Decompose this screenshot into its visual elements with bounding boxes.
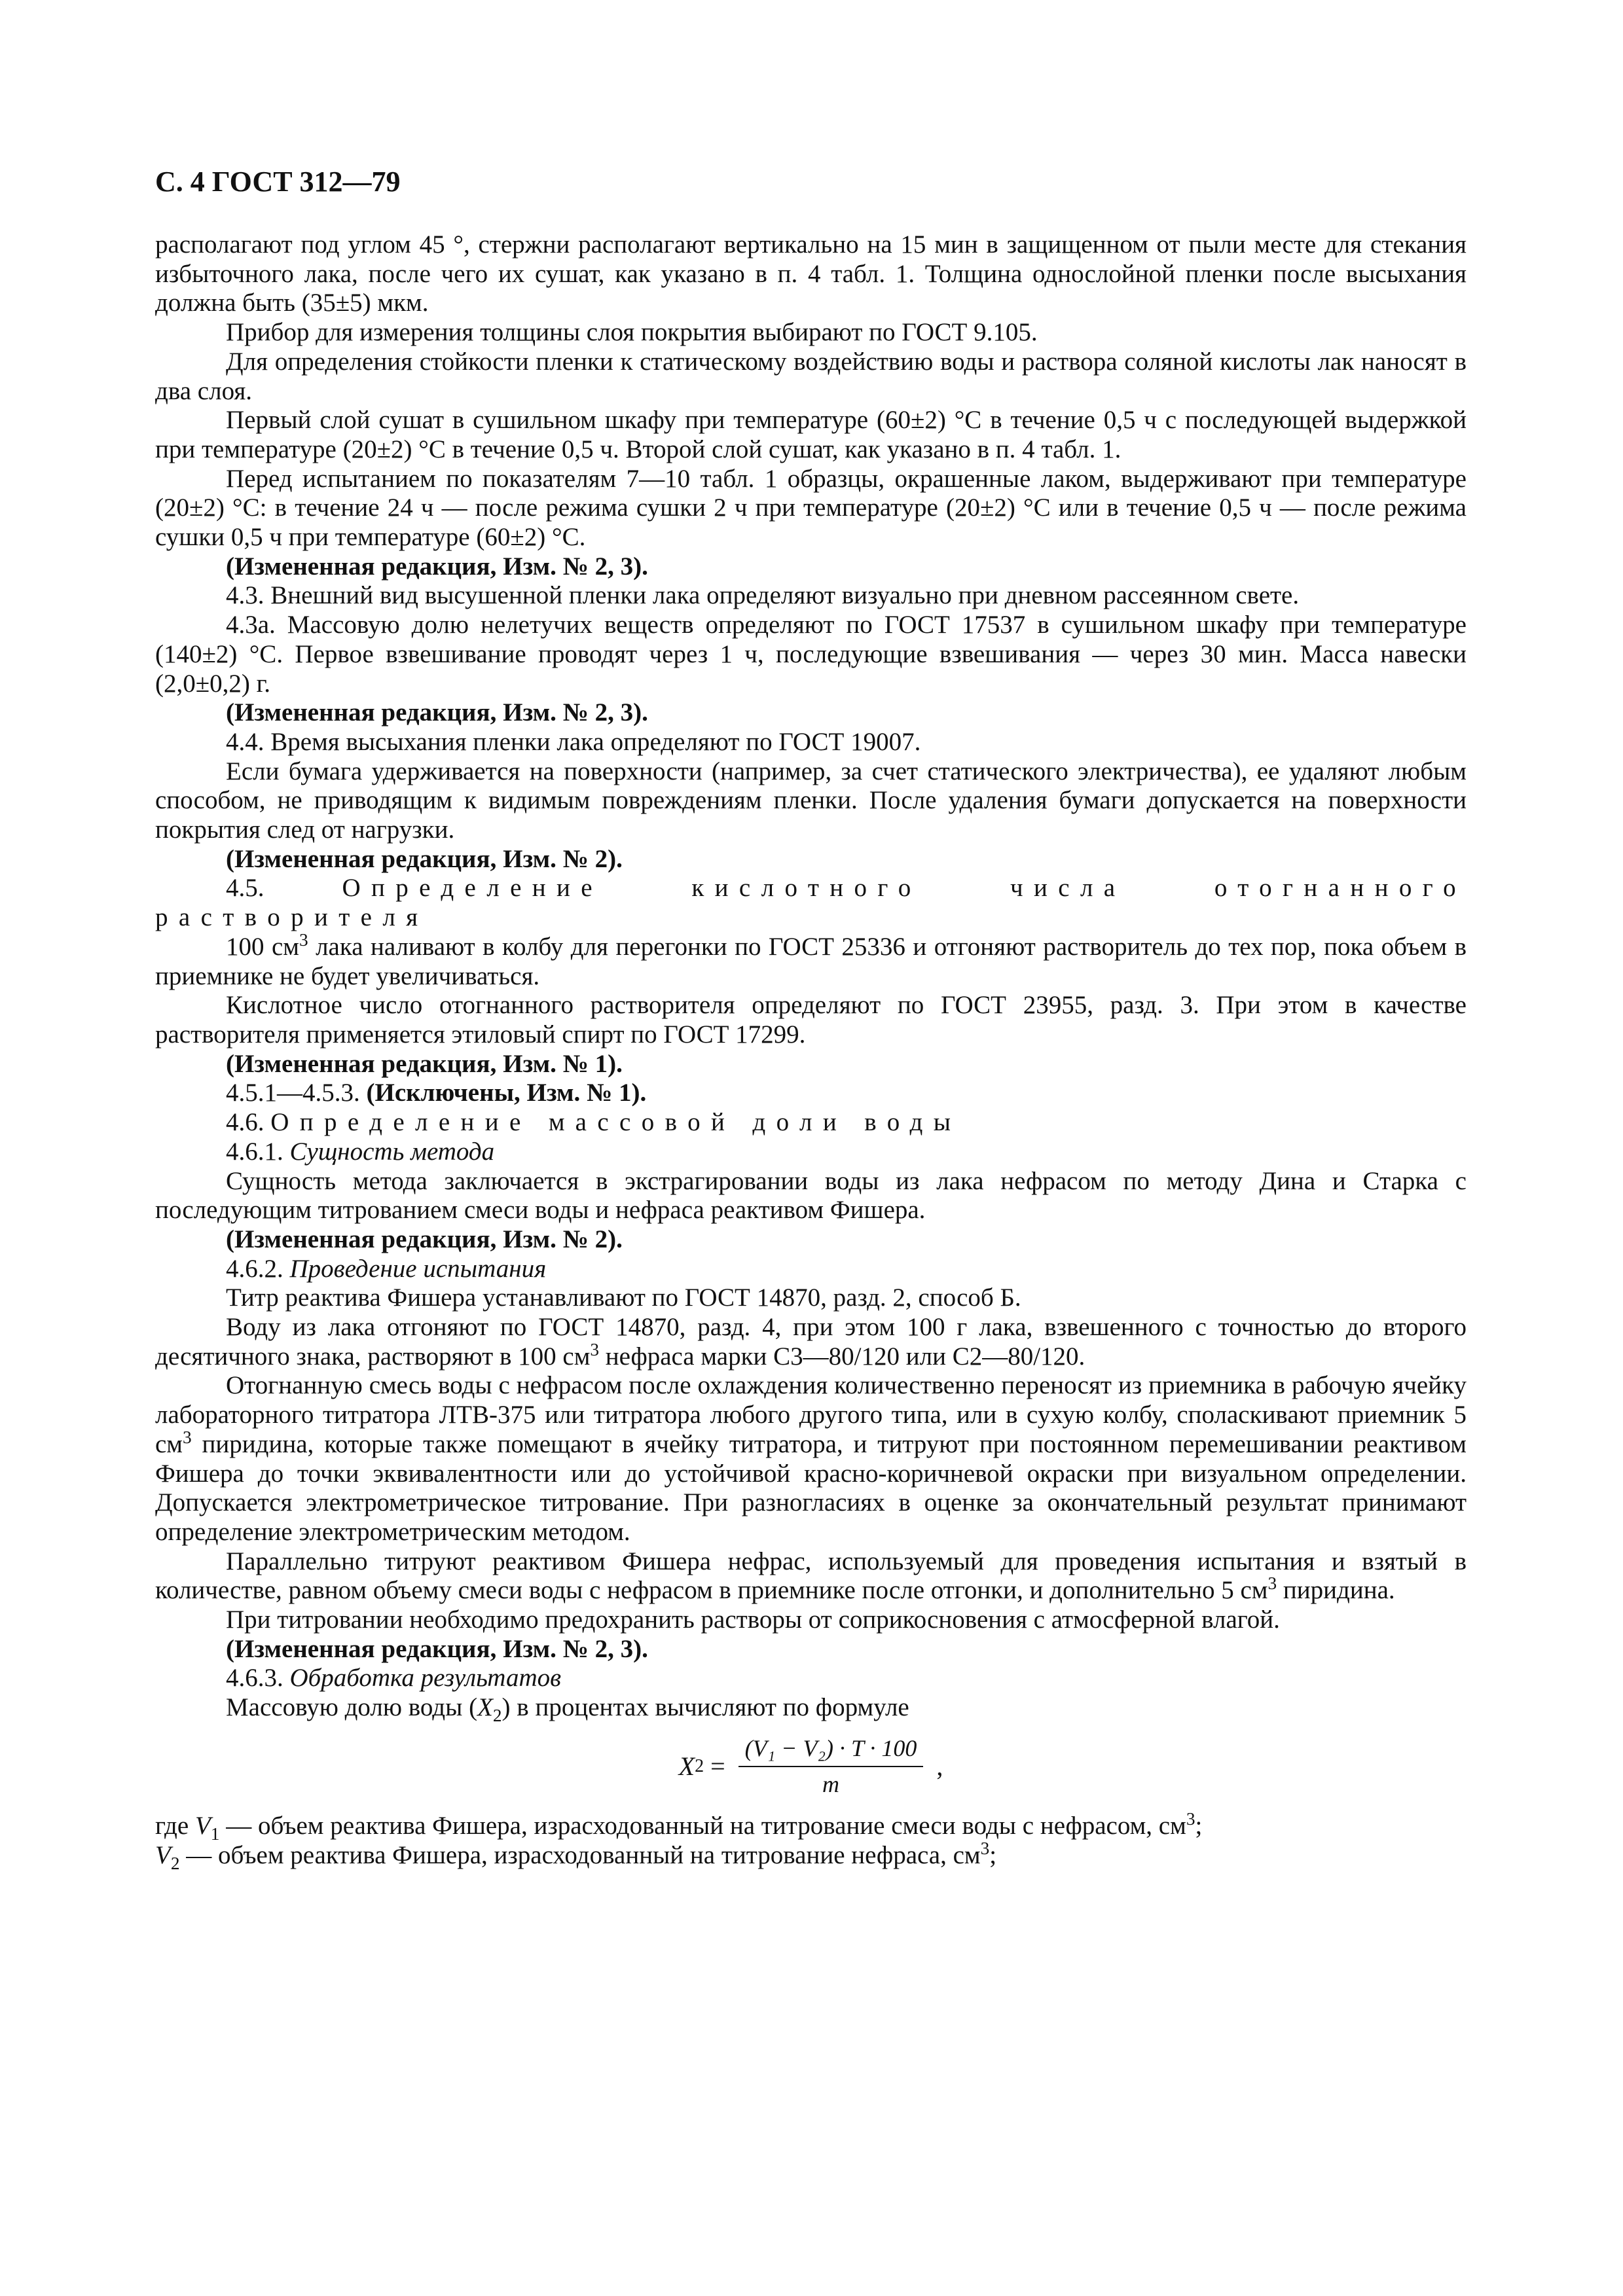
amendment-note: (Измененная редакция, Изм. № 2, 3). [226,1634,648,1663]
paragraph: 4.3а. Массовую долю нелетучих веществ определяют по ГОСТ 17537 в сушильном шкафу при температуре (140±2) °С. Первое взвешивание проводят через 1 ч, последующие взвешивания — через 30 мин. Масса навески (2,0±0,2) г. [155,611,1467,698]
superscript: 3 [1186,1808,1195,1829]
text-span: 100 см [226,932,299,961]
paragraph [155,1371,1467,1547]
formula-tail: , [930,1751,943,1781]
formula-lhs: X [678,1751,695,1781]
document-body [155,230,1467,1873]
paragraph [155,1693,1467,1723]
paragraph: Титр реактива Фишера устанавливают по ГОСТ 14870, разд. 2, способ Б. [226,1283,1021,1312]
paragraph: располагают под углом 45 °, стержни располагают вертикально на 15 мин в защищенном от пыли месте для стекания избыточного лака, после чего их сушат, как указано в п. 4 табл. 1. Толщина однослойной пленки после высыхания должна быть (35±5) мкм. [155,230,1467,317]
paragraph [155,1838,1467,1873]
text-span: лака наливают в колбу для перегонки по ГОСТ 25336 и отгоняют растворитель до тех пор, пока объем в приемнике не будет увеличиваться. [155,932,1467,990]
subsection-heading [155,1255,1467,1284]
excluded-note: (Исключены, Изм. № 1). [366,1079,647,1107]
text-span: ; [989,1840,997,1869]
page-header: С. 4 ГОСТ 312—79 [155,166,401,198]
subsection-title: Обработка результатов [289,1664,562,1693]
text-span: ; [1195,1811,1203,1840]
section-number: 4.5. [226,874,342,903]
section-title: Определение кислотного числа отогнанного растворителя [155,874,1467,932]
variable: V [194,1811,211,1840]
section-heading [155,1108,1467,1138]
subsection-title: Сущность метода [289,1137,495,1166]
section-number: 4.6.2. [226,1254,290,1283]
paragraph [155,1547,1467,1605]
paragraph [155,1808,1467,1844]
text-span: Воду из лака отгоняют по ГОСТ 14870, разд. 4, при этом 100 г лака, взвешенного с точностью до второго десятичного знака, растворяют в 100 см [155,1313,1467,1371]
amendment-note: (Измененная редакция, Изм. № 2, 3). [226,698,648,727]
paragraph: Прибор для измерения толщины слоя покрытия выбирают по ГОСТ 9.105. [226,318,1038,347]
paragraph [155,929,1467,991]
subscript: 2 [170,1853,180,1873]
formula-equals: = [704,1751,732,1781]
superscript: 3 [980,1838,990,1858]
superscript: 3 [1267,1573,1277,1594]
paragraph: Первый слой сушат в сушильном шкафу при температуре (60±2) °С в течение 0,5 ч с последующей выдержкой при температуре (20±2) °С в течение 0,5 ч. Второй слой сушат, как указано в п. 4 табл. 1. [155,406,1467,463]
variable: X [477,1693,493,1722]
paragraph: 4.3. Внешний вид высушенной пленки лака определяют визуально при дневном рассеянном свете. [226,581,1300,610]
text-span: — объем реактива Фишера, израсходованный на титрование смеси воды с нефрасом, см [219,1811,1186,1840]
text-span: пиридина. [1277,1576,1395,1605]
superscript: 3 [590,1339,600,1359]
paragraph: Если бумага удерживается на поверхности (например, за счет статического электричества), ее удаляют любым способом, не приводящим к видимым повреждениям пленки. После удаления бумаги допускается на поверхности покрытия след от нагрузки. [155,757,1467,844]
paragraph [155,1313,1467,1371]
subsection-heading [155,1664,1467,1693]
subsection-heading [155,1138,1467,1167]
formula-fraction [739,1734,924,1799]
section-number: 4.6.1. [226,1137,290,1166]
amendment-note: (Измененная редакция, Изм. № 2). [226,844,623,873]
paragraph: Для определения стойкости пленки к статическому воздействию воды и раствора соляной кислоты лак наносят в два слоя. [155,347,1467,405]
subscript: 2 [492,1705,502,1725]
superscript: 3 [183,1427,192,1447]
formula-numerator: (V₁ − V₂) · T · 100 [739,1734,924,1767]
paragraph: Перед испытанием по показателям 7—10 табл. 1 образцы, окрашенные лаком, выдерживают при температуре (20±2) °С: в течение 24 ч — после режима сушки 2 ч при температуре (20±2) °С или в течение 0,5 ч — после режима сушки 0,5 ч при температуре (60±2) °С. [155,464,1467,552]
amendment-note: (Измененная редакция, Изм. № 2). [226,1225,623,1253]
paragraph: 4.4. Время высыхания пленки лака определяют по ГОСТ 19007. [226,727,921,756]
text-span: 4.5.1—4.5.3. [226,1079,367,1107]
text-span: — объем реактива Фишера, израсходованный на титрование нефраса, см [179,1840,981,1869]
subscript: 1 [210,1823,220,1844]
section-number: 4.6. [226,1108,271,1137]
text-span: пиридина, которые также помещают в ячейку титратора, и титруют при постоянном перемешивании реактивом Фишера до точки эквивалентности или до устойчивой красно-коричневой окраски при визуальном определении. Допускается электрометрическое титрование. При разногласиях в оценке за окончательный результат принимают определение электрометрическим методом. [155,1429,1467,1546]
section-number: 4.6.3. [226,1664,290,1693]
paragraph: Кислотное число отогнанного растворителя определяют по ГОСТ 23955, разд. 3. При этом в качестве растворителя применяется этиловый спирт по ГОСТ 17299. [155,991,1467,1049]
amendment-note: (Измененная редакция, Изм. № 1). [226,1049,623,1078]
water-content-formula: X 2 = $\frac{\text{(V₁ − V₂) · T · 100}}{m}$ , [155,1724,1467,1809]
text-span: Параллельно титруют реактивом Фишера нефрас, используемый для проведения испытания и взятый в количестве, равном объему смеси воды с нефрасом в приемнике после отгонки, и дополнительно 5 см [155,1547,1467,1605]
text-span: где [155,1811,195,1840]
amendment-note: (Измененная редакция, Изм. № 2, 3). [226,552,648,581]
section-title: Определение массовой доли воды [270,1108,962,1137]
text-span: Массовую долю воды ( [226,1693,478,1722]
text-span: ) в процентах вычисляют по формуле [501,1693,909,1722]
paragraph: Сущность метода заключается в экстрагировании воды из лака нефрасом по методу Дина и Старка с последующим титрованием смеси воды и нефраса реактивом Фишера. [155,1166,1467,1225]
text-span: нефраса марки С3—80/120 или С2—80/120. [599,1342,1085,1371]
formula-denominator: m [822,1770,839,1797]
superscript: 3 [299,929,308,950]
section-heading [155,874,1467,932]
paragraph: При титровании необходимо предохранить растворы от соприкосновения с атмосферной влагой. [226,1605,1280,1634]
paragraph [155,1079,1467,1108]
variable: V [155,1840,171,1869]
text-span: Отогнанную смесь воды с нефрасом после охлаждения количественно переносят из приемника в рабочую ячейку лабораторного титратора ЛТВ-375 или титратора любого другого типа, или в сухую колбу, споласкивают приемник 5 см [155,1371,1467,1458]
subsection-title: Проведение испытания [289,1254,547,1283]
